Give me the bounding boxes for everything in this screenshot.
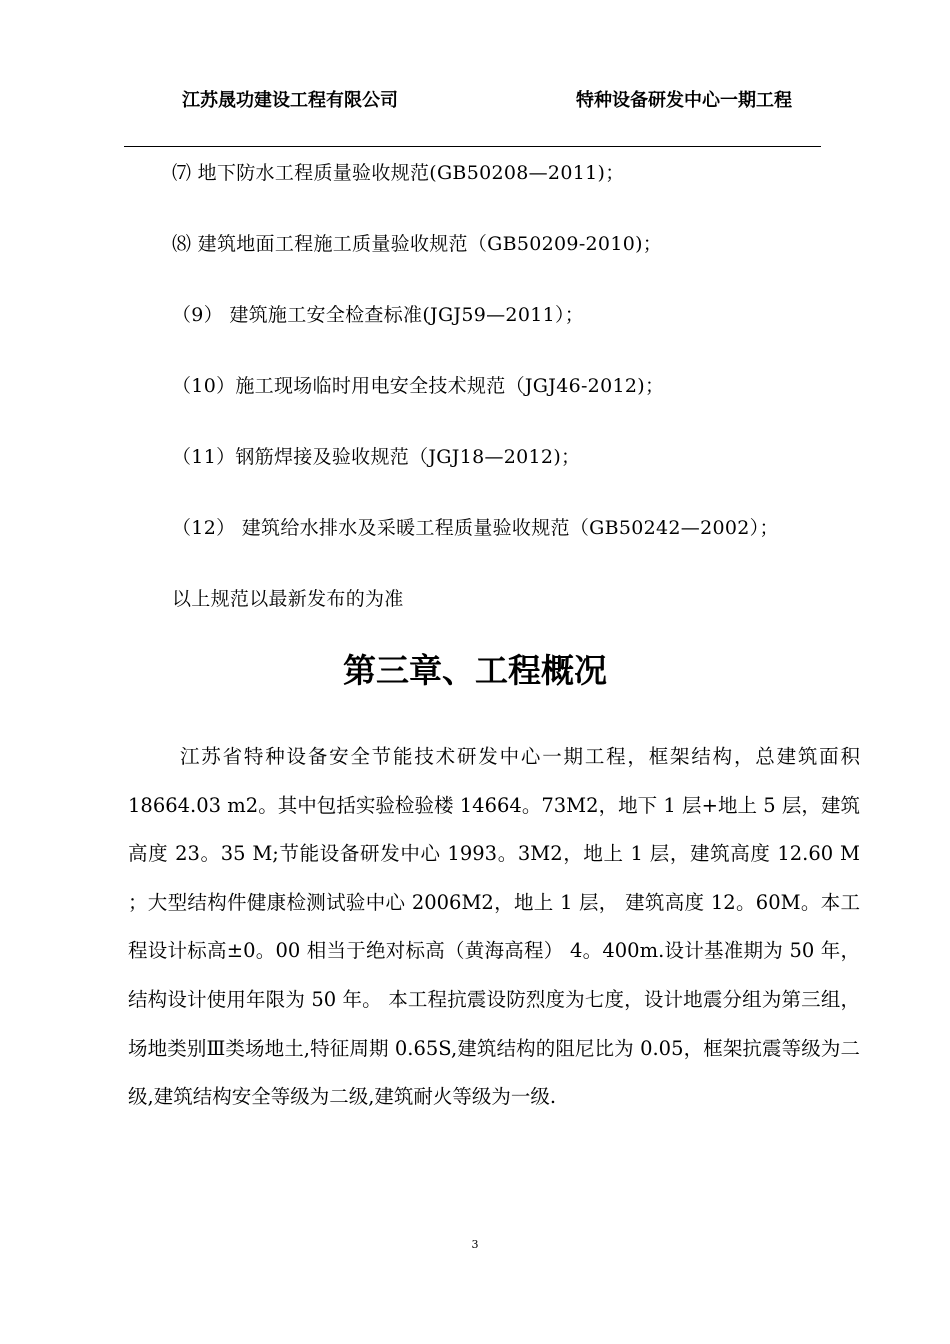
page-number: 3	[471, 1238, 479, 1251]
reference-note: 以上规范以最新发布的为准	[172, 588, 404, 610]
reference-item-8: ⑻ 建筑地面工程施工质量验收规范（GB50209-2010)；	[172, 233, 663, 255]
header-company-name: 江苏晟功建设工程有限公司	[182, 90, 398, 111]
header-divider	[124, 146, 821, 147]
reference-item-7: ⑺ 地下防水工程质量验收规范(GB50208—2011)；	[172, 162, 625, 184]
reference-item-9: （9） 建筑施工安全检查标准(JGJ59—2011）；	[172, 304, 585, 326]
reference-item-12: （12） 建筑给水排水及采暖工程质量验收规范（GB50242—2002）；	[172, 517, 779, 539]
chapter-title: 第三章、工程概况	[343, 651, 607, 690]
reference-item-10: （10）施工现场临时用电安全技术规范（JGJ46-2012)；	[172, 375, 665, 397]
project-overview-paragraph: 江苏省特种设备安全节能技术研发中心一期工程，框架结构，总建筑面积 18664.03 m2。其中包括实验检验楼 14664。73M2，地下 1 层+地上 5 层，建筑高度 23。35 M;节能设备研发中心 1993。3M2，地上 1 层，建筑高度 12.60 M ；大型结构件健康检测试验中心 2006M2，地上 1 层， 建筑高度 12。60M。本工程设计标高±0。00 相当于绝对标高（黄海高程） 4。400m.设计基准期为 50 年，结构设计使用年限为 50 年。 本工程抗震设防烈度为七度，设计地震分组为第三组，场地类别Ⅲ类场地土,特征周期 0.65S,建筑结构的阻尼比为 0.05，框架抗震等级为二级,建筑结构安全等级为二级,建筑耐火等级为一级.	[128, 745, 860, 1109]
header-project-name: 特种设备研发中心一期工程	[576, 90, 792, 111]
reference-item-11: （11）钢筋焊接及验收规范（JGJ18—2012)；	[172, 446, 581, 468]
